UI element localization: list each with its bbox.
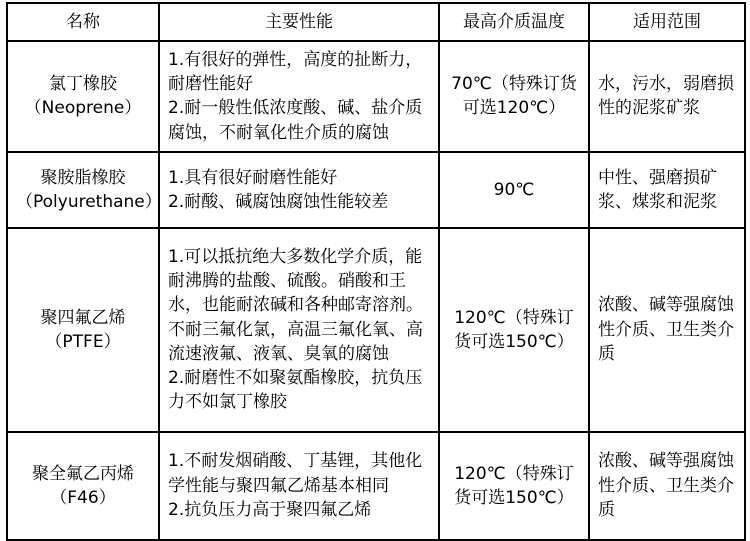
table-body xyxy=(7,41,745,540)
cell-performance: 1.可以抵抗绝大多数化学介质，能耐沸腾的盐酸、硫酸。硝酸和王水，也能耐浓碱和各种邮寄溶剂。不耐三氟化氯，高温三氟化氧、高流速液氟、液氧、臭氧的腐蚀 2.耐磨性不如聚氨酯橡胶，抗负压力不如氯丁橡胶 xyxy=(159,228,439,432)
table-row xyxy=(7,41,745,152)
cell-performance: 1.不耐发烟硝酸、丁基锂，其他化学性能与聚四氟乙烯基本相同 2.抗负压力高于聚四氟乙烯 xyxy=(159,432,439,540)
table-header xyxy=(7,3,745,41)
table-header-row xyxy=(7,3,745,41)
cell-max-temperature: 90℃ xyxy=(439,152,589,228)
cell-scope: 浓酸、碱等强腐蚀性介质、卫生类介质 xyxy=(589,432,745,540)
cell-material-name: 聚四氟乙烯 （PTFE） xyxy=(7,228,159,432)
cell-scope: 中性、强磨损矿浆、煤浆和泥浆 xyxy=(589,152,745,228)
table-row xyxy=(7,432,745,540)
cell-max-temperature: 70℃（特殊订货可选120℃） xyxy=(439,41,589,152)
column-header-name: 名称 xyxy=(7,3,159,41)
table-row xyxy=(7,152,745,228)
cell-max-temperature: 120℃（特殊订货可选150℃） xyxy=(439,228,589,432)
cell-scope: 水，污水，弱磨损性的泥浆矿浆 xyxy=(589,41,745,152)
cell-max-temperature: 120℃（特殊订货可选150℃） xyxy=(439,432,589,540)
column-header-scope: 适用范围 xyxy=(589,3,745,41)
cell-material-name: 聚胺脂橡胶 （Polyurethane） xyxy=(7,152,159,228)
table-row xyxy=(7,228,745,432)
cell-performance: 1.有很好的弹性，高度的扯断力，耐磨性能好 2.耐一般性低浓度酸、碱、盐介质腐蚀，不耐氧化性介质的腐蚀 xyxy=(159,41,439,152)
column-header-max-temperature: 最高介质温度 xyxy=(439,3,589,41)
cell-material-name: 聚全氟乙丙烯 （F46） xyxy=(7,432,159,540)
lining-material-spec-table xyxy=(6,2,746,541)
column-header-performance: 主要性能 xyxy=(159,3,439,41)
cell-performance: 1.具有很好耐磨性能好 2.耐酸、碱腐蚀腐蚀性能较差 xyxy=(159,152,439,228)
cell-material-name: 氯丁橡胶 （Neoprene） xyxy=(7,41,159,152)
cell-scope: 浓酸、碱等强腐蚀性介质、卫生类介质 xyxy=(589,228,745,432)
